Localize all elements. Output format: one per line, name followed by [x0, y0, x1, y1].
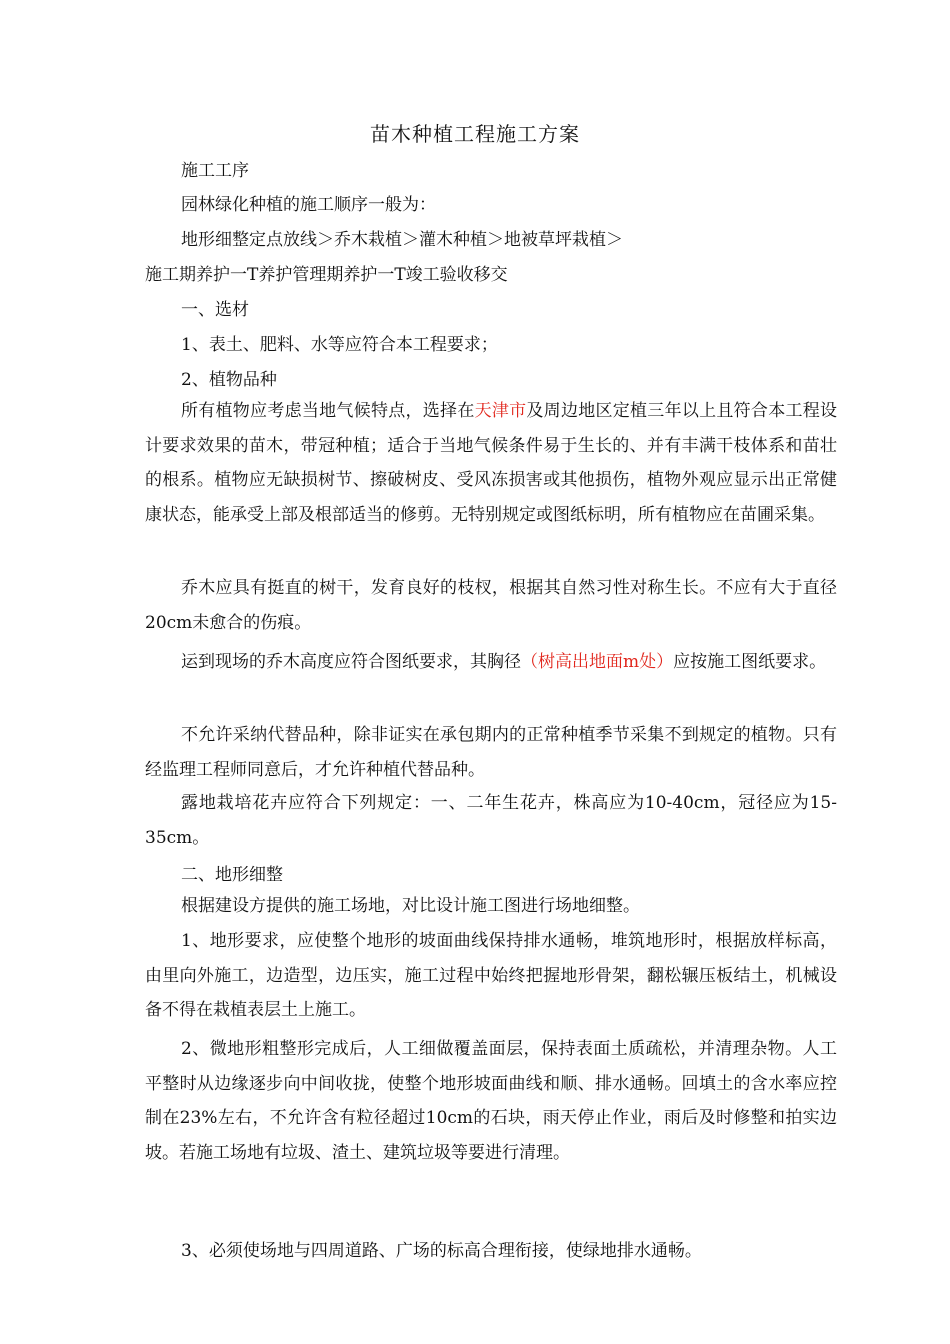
paragraph-substitutes: 不允许采纳代替品种，除非证实在承包期内的正常种植季节采集不到规定的植物。只有经监理工程师同意后，才允许种植代替品种。 — [145, 725, 837, 780]
paragraph-text: 及周边地区定植三年以上且符合本工程设计要求效果的苗木，带冠种植；适合于当地气候条件易于生长的、并有丰满干枝体系和苗壮的根系。植物应无缺损树节、擦破树皮、受风冻损害或其他损伤，植物外观应显示出正常健康状态，能承受上部及根部适当的修剪。无特别规定或图纸标明，所有植物应在苗圃采集。 — [145, 401, 838, 525]
paragraph-micro-terrain: 2、微地形粗整形完成后，人工细做覆盖面层，保持表面土质疏松，并清理杂物。人工平整时从边缘逐步向中间收拢，使整个地形坡面曲线和顺、排水通畅。回填土的含水率应控制在23%左右，不允许含有粒径超过10cm的石块，雨天停止作业，雨后及时修整和拍实边坡。若施工场地有垃圾、渣土、建筑垃圾等要进行清理。 — [145, 1039, 837, 1163]
process-intro: 园林绿化种植的施工顺序一般为： — [181, 195, 436, 215]
highlight-measure-note: （树高出地面m处） — [521, 652, 674, 672]
section-heading-materials: 一、选材 — [181, 300, 249, 320]
paragraph-trees: 乔木应具有挺直的树干，发育良好的枝杈，根据其自然习性对称生长。不应有大于直径20cm未愈合的伤痕。 — [145, 578, 837, 633]
document-title: 苗木种植工程施工方案 — [370, 122, 580, 146]
paragraph-tree-height — [145, 645, 837, 680]
highlight-city: 天津市 — [474, 401, 527, 421]
materials-item-2: 2、植物品种 — [181, 370, 277, 390]
paragraph-text: 所有植物应考虑当地气候特点，选择在 — [181, 401, 475, 421]
paragraph-plant-species — [145, 394, 837, 532]
process-sequence-1: 地形细整定点放线＞乔木栽植＞灌木种植＞地被草坪栽植＞ — [181, 230, 623, 250]
paragraph-terrain-requirements: 1、地形要求，应使整个地形的坡面曲线保持排水通畅，堆筑地形时，根据放样标高，由里向外施工，边造型，边压实，施工过程中始终把握地形骨架，翻松辗压板结土，机械设备不得在栽植表层土上施工。 — [145, 931, 837, 1020]
paragraph-text: 应按施工图纸要求。 — [673, 652, 827, 672]
paragraph-flowers: 露地栽培花卉应符合下列规定：一、二年生花卉，株高应为10-40cm，冠径应为15-35cm。 — [145, 793, 837, 848]
paragraph-elevation: 3、必须使场地与四周道路、广场的标高合理衔接，使绿地排水通畅。 — [181, 1241, 702, 1261]
process-sequence-2: 施工期养护一T养护管理期养护一T竣工验收移交 — [145, 265, 508, 285]
materials-item-1: 1、表土、肥料、水等应符合本工程要求； — [181, 335, 498, 355]
paragraph-text: 运到现场的乔木高度应符合图纸要求，其胸径 — [181, 652, 521, 672]
paragraph-site-shaping: 根据建设方提供的施工场地，对比设计施工图进行场地细整。 — [181, 896, 640, 916]
section-heading-terrain: 二、地形细整 — [181, 865, 283, 885]
section-heading-process: 施工工序 — [181, 161, 249, 181]
